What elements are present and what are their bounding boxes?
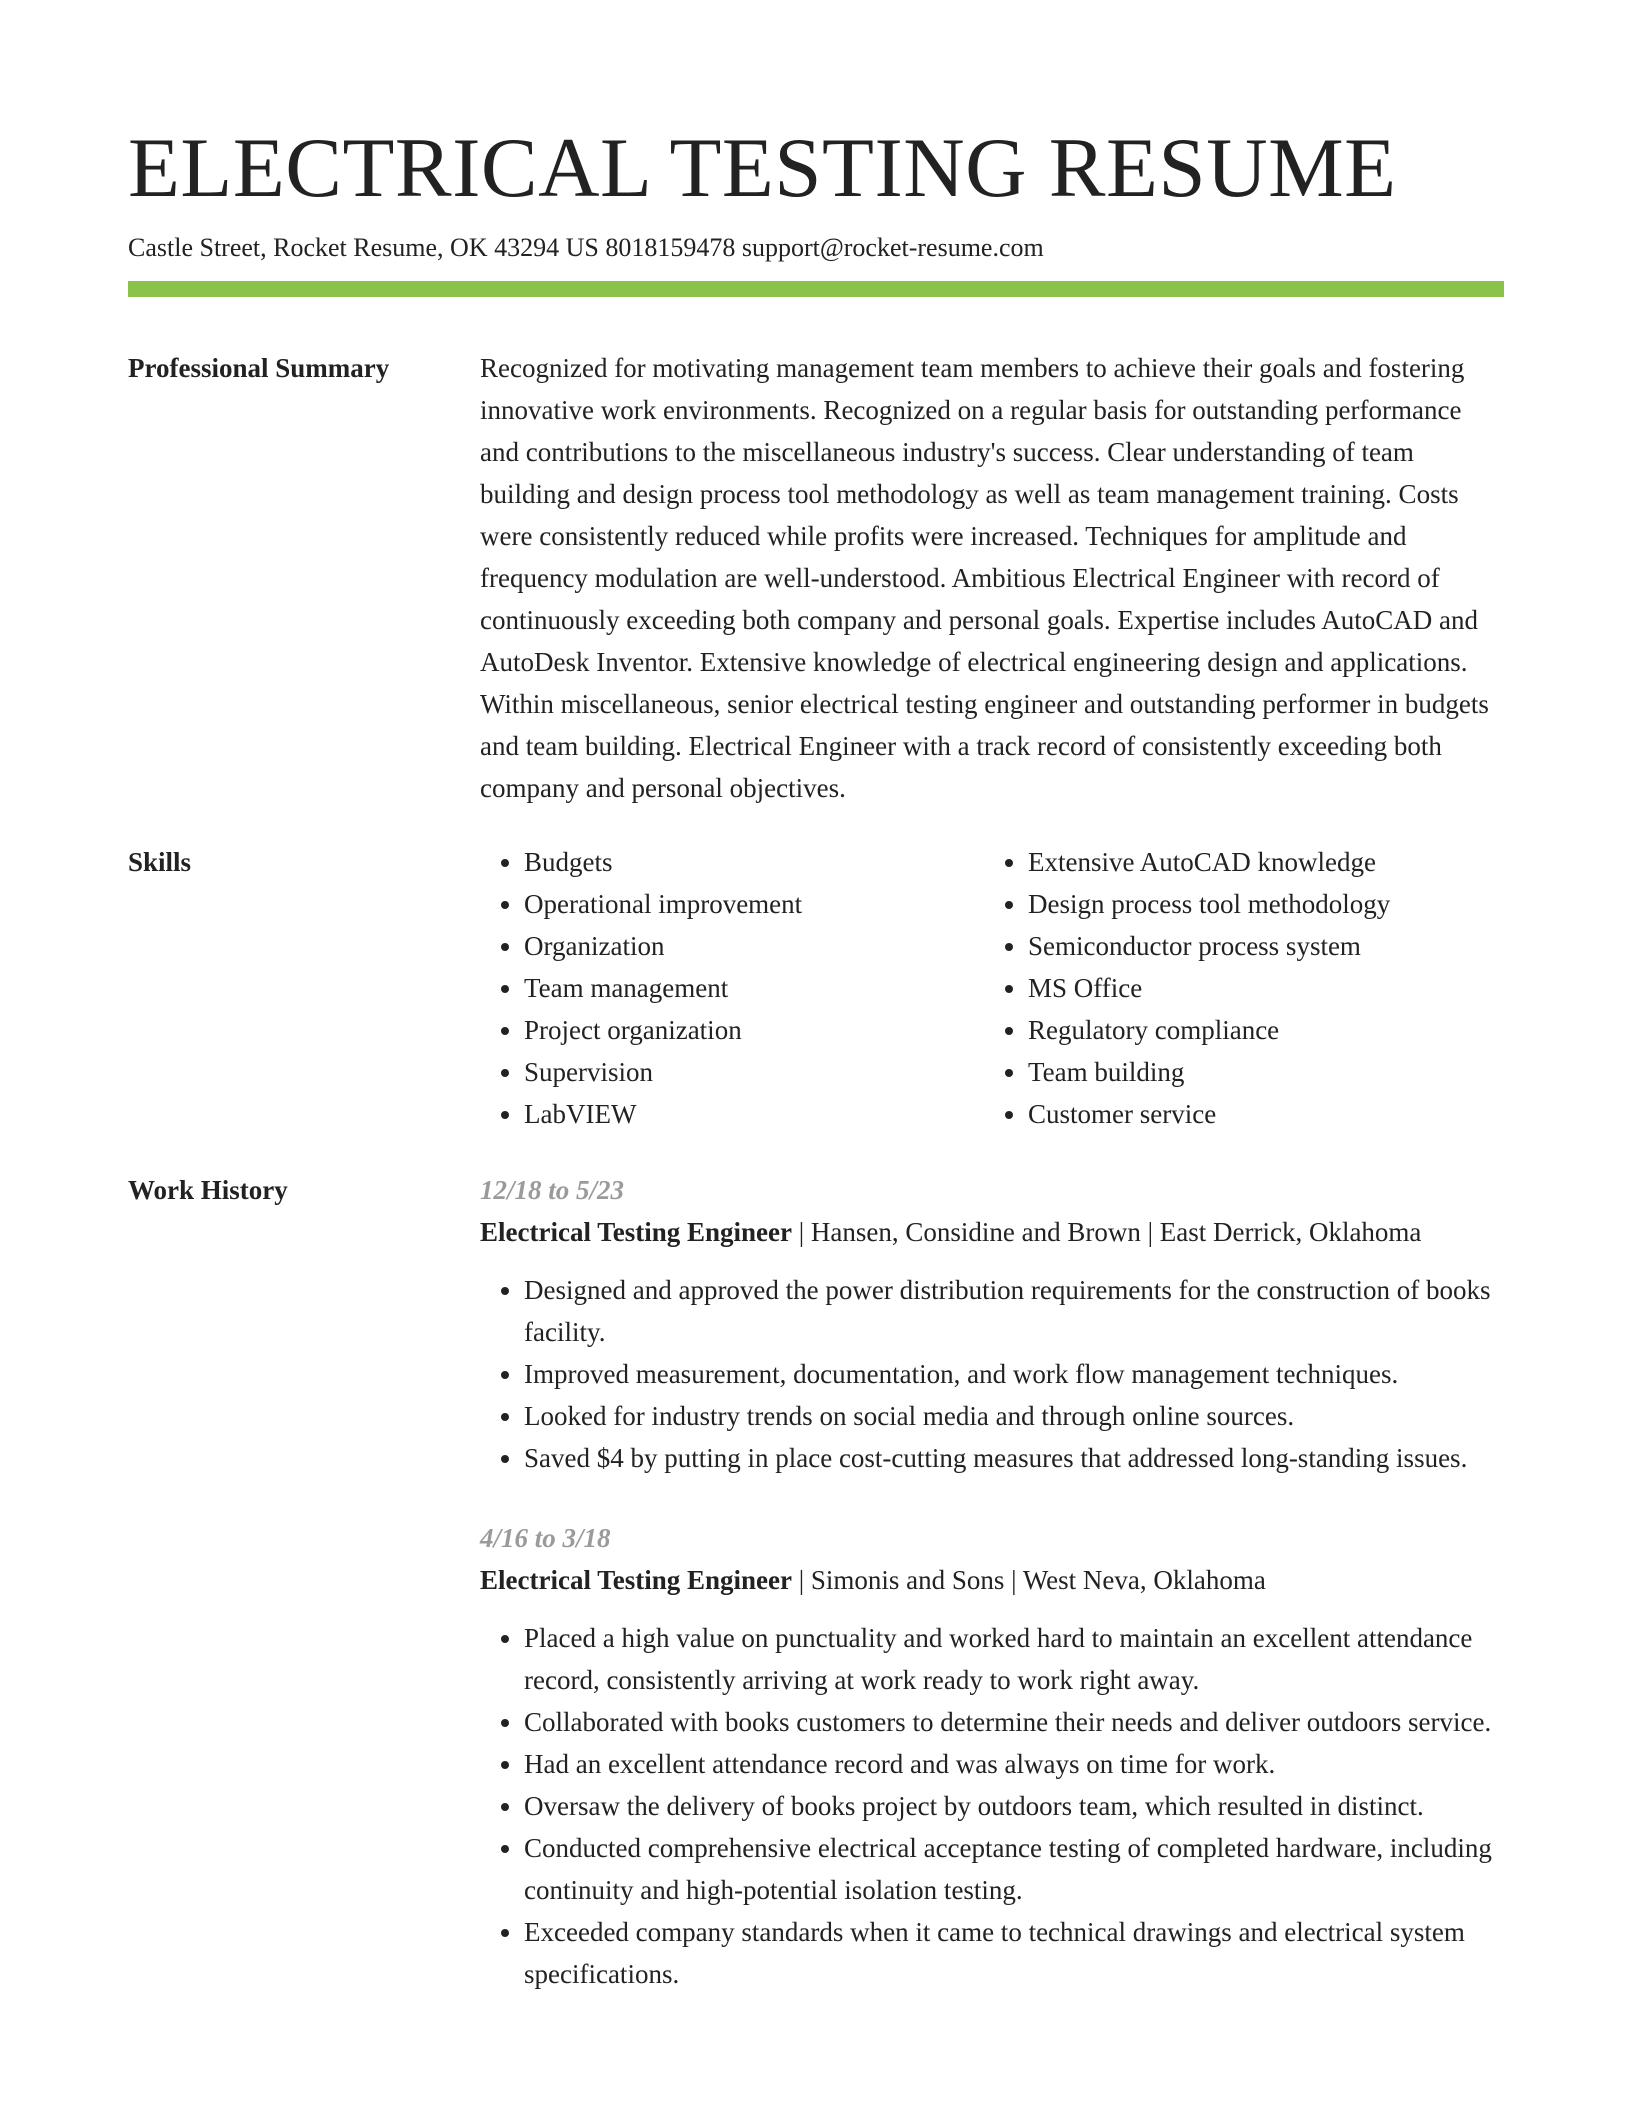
skill-item: • Extensive AutoCAD knowledge	[1028, 841, 1488, 883]
skill-item: • Regulatory compliance	[1028, 1009, 1488, 1051]
job-bullet: • Improved measurement, documentation, and work flow management techniques.	[524, 1353, 1504, 1395]
job-employer-location: | Simonis and Sons | West Neva, Oklahoma	[791, 1565, 1266, 1595]
job-entry	[480, 1169, 1504, 1479]
job-dates: 12/18 to 5/23	[480, 1175, 625, 1205]
section-title-work-history: Work History	[128, 1175, 288, 1205]
resume-title: ELECTRICAL TESTING RESUME	[128, 121, 1397, 215]
job-heading	[480, 1559, 1504, 1601]
job-bullet: • Conducted comprehensive electrical acceptance testing of completed hardware, including continuity and high-potential isolation testing.	[524, 1827, 1504, 1911]
job-bullet: • Collaborated with books customers to determine their needs and deliver outdoors service.	[524, 1701, 1504, 1743]
job-heading	[480, 1211, 1504, 1253]
skill-item: • Team management	[524, 967, 984, 1009]
skill-item: • Team building	[1028, 1051, 1488, 1093]
job-bullet: • Placed a high value on punctuality and worked hard to maintain an excellent attendance record, consistently arriving at work ready to work right away.	[524, 1617, 1504, 1701]
job-bullet: • Looked for industry trends on social media and through online sources.	[524, 1395, 1504, 1437]
skill-item: • Supervision	[524, 1051, 984, 1093]
job-entry	[480, 1517, 1504, 1995]
job-bullet: • Exceeded company standards when it came to technical drawings and electrical system specifications.	[524, 1911, 1504, 1995]
summary-text: Recognized for motivating management team members to achieve their goals and fostering innovative work environments. Recognized on a regular basis for outstanding performance and contributions to the miscellaneous industry's success. Clear understanding of team building and design process tool methodology as well as team management training. Costs were consistently reduced while profits were increased. Techniques for amplitude and frequency modulation are well-understood. Ambitious Electrical Engineer with record of continuously exceeding both company and personal goals. Expertise includes AutoCAD and AutoDesk Inventor. Extensive knowledge of electrical engineering design and applications. Within miscellaneous, senior electrical testing engineer and outstanding performer in budgets and team building. Electrical Engineer with a track record of consistently exceeding both company and personal objectives.	[480, 353, 1489, 803]
job-bullet: • Had an excellent attendance record and was always on time for work.	[524, 1743, 1504, 1785]
job-bullet: • Saved $4 by putting in place cost-cutting measures that addressed long-standing issues.	[524, 1437, 1504, 1479]
skill-item: • Semiconductor process system	[1028, 925, 1488, 967]
skill-item: • MS Office	[1028, 967, 1488, 1009]
skill-item: • LabVIEW	[524, 1093, 984, 1135]
skill-item: • Budgets	[524, 841, 984, 883]
job-employer-location: | Hansen, Considine and Brown | East Derrick, Oklahoma	[791, 1217, 1422, 1247]
job-dates: 4/16 to 3/18	[480, 1523, 611, 1553]
skill-item: • Organization	[524, 925, 984, 967]
job-title: Electrical Testing Engineer	[480, 1565, 792, 1595]
skill-item: • Operational improvement	[524, 883, 984, 925]
skill-item: • Project organization	[524, 1009, 984, 1051]
job-bullet: • Designed and approved the power distribution requirements for the construction of books facility.	[524, 1269, 1504, 1353]
skill-item: • Design process tool methodology	[1028, 883, 1488, 925]
job-bullets	[480, 1617, 1504, 1995]
work-history-section	[128, 1169, 1504, 2033]
summary-section	[128, 347, 1504, 809]
skills-list-right	[984, 841, 1488, 1135]
skills-section	[128, 841, 1504, 1135]
job-bullets	[480, 1269, 1504, 1479]
skills-list-left	[480, 841, 984, 1135]
contact-info: Castle Street, Rocket Resume, OK 43294 US 8018159478 support@rocket-resume.com	[128, 233, 1044, 262]
skill-item: • Customer service	[1028, 1093, 1488, 1135]
section-title-summary: Professional Summary	[128, 353, 390, 383]
accent-divider	[128, 281, 1504, 297]
job-title: Electrical Testing Engineer	[480, 1217, 792, 1247]
section-title-skills: Skills	[128, 847, 192, 877]
resume-page	[128, 0, 1504, 2033]
job-bullet: • Oversaw the delivery of books project by outdoors team, which resulted in distinct.	[524, 1785, 1504, 1827]
